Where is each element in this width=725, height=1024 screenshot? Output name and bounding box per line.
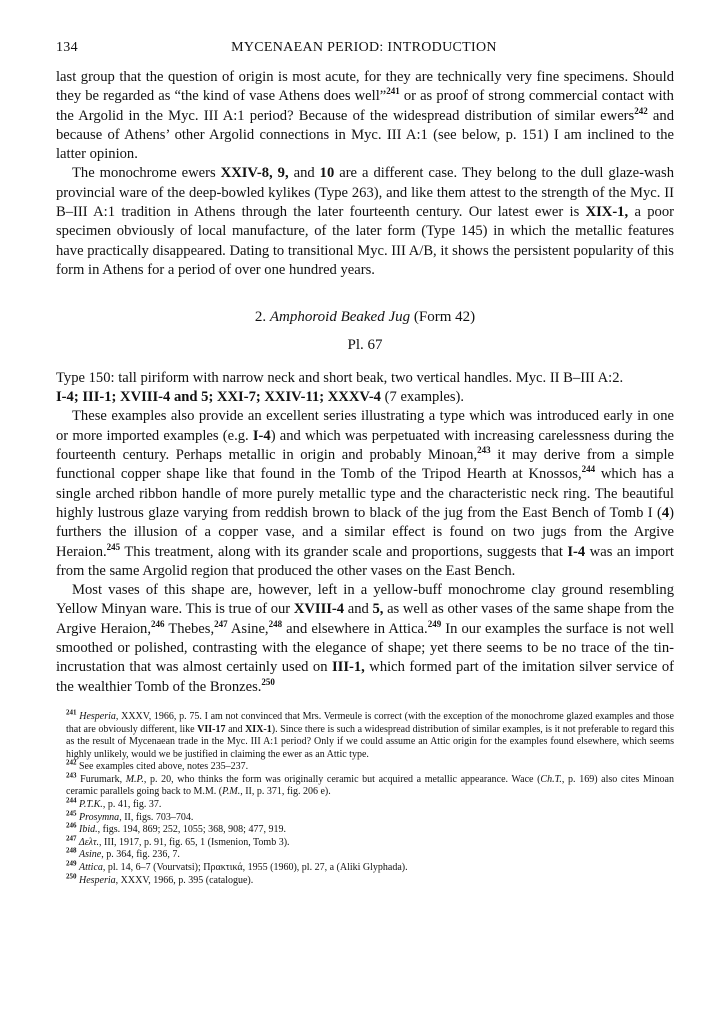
footnotes [56, 708, 674, 887]
footnote: $^{250}$ Hesperia, XXXV, 1966, p. 395 (catalogue). [66, 872, 254, 886]
footnote: $^{248}$ Asine, p. 364, fig. 236, 7. [66, 847, 180, 861]
footnote: $^{244}$ P.T.K., p. 41, fig. 37. [66, 796, 162, 811]
plate-reference: Pl. 67 [347, 336, 383, 353]
paragraph: The monochrome ewers XXIV-8, 9, and 10 are a different case. They belong to the dull glaze-wash provincial ware of the deep-bowled kylikes (Type 263), and like them attest to the strength of the Myc. II B–III A:1 tradition in Athens through the later fourteenth century. Our latest ewer is XIX-1, a poor specimen obviously of local manufacture, of the later form (Type 145) in which the metallic features have practically disappeared. Dating to transitional Myc. III A/B, it shows the persistent popularity of this form in Athens for a period of over one hundred years. [56, 165, 674, 278]
page-number: 134 [56, 40, 78, 55]
footnote: $^{242}$ See examples cited above, notes 235–237. [66, 758, 249, 773]
footnote: $^{247}$ Δελτ., III, 1917, p. 91, fig. 65, 1 (Ismenion, Tomb 3). [66, 834, 290, 848]
footnote: $^{246}$ Ibid., figs. 194, 869; 252, 1055; 368, 908; 477, 919. [66, 821, 286, 836]
footnote: $^{243}$ Furumark, M.P., p. 20, who thinks the form was originally ceramic but acquired a metallic appearance. Wace (Ch.T., p. 169) also cites Minoan ceramic parallels going back to M.M. (P.M., II, p. 371, fig. 206 e). [66, 771, 674, 798]
example-list: I-4; III-1; XVIII-4 and 5; XXI-7; XXIV-11; XXXV-4 (7 examples). [56, 389, 465, 406]
footnote: $^{245}$ Prosymna, II, figs. 703–704. [66, 809, 194, 823]
paragraph: last group that the question of origin is most acute, for they are technically very fine specimens. Should they be regarded as “the kind of vase Athens does well”$^{241}$ or as proof of strong commercial contact with the Argolid in the Myc. III A:1 period? Because of the widespread distribution of similar ewers$^{242}$ and because of Athens’ other Argolid connections in Myc. III A:1 (see below, p. 151) I am inclined to the latter opinion. [56, 69, 674, 163]
type-description: Type 150: tall piriform with narrow neck and short beak, two vertical handles. Myc. II B–III A:2. [56, 369, 624, 386]
footnote: $^{249}$ Attica, pl. 14, 6–7 (Vourvatsi); Πρακτικά, 1955 (1960), pl. 27, a (Aliki Glyphada). [66, 859, 408, 874]
main-text [56, 68, 674, 887]
running-title: MYCENAEAN PERIOD: INTRODUCTION [231, 40, 497, 55]
page [56, 40, 674, 887]
section-heading: 2. Amphoroid Beaked Jug (Form 42) [254, 309, 476, 326]
paragraph: Most vases of this shape are, however, left in a yellow-buff monochrome clay ground resembling Yellow Minyan ware. This is true of our XVIII-4 and 5, as well as other vases of the same shape from the Argive Heraion,$^{246}$ Thebes,$^{247}$ Asine,$^{248}$ and elsewhere in Attica.$^{249}$ In our examples the surface is not well smoothed or polished, contrasting with the elegance of shape; yet there seems to be no trace of the tin-incrustation that was almost certainly used on III-1, which formed part of the imitation silver service of the wealthier Tomb of the Bronzes.$^{250}$ [56, 582, 675, 695]
running-header [56, 40, 674, 56]
footnote: $^{241}$ Hesperia, XXXV, 1966, p. 75. I am not convinced that Mrs. Vermeule is correct (with the exception of the monochrome glazed examples and those that are obviously different, like VII-17 and XIX-1). Since there is such a widespread distribution of similar examples, is it not preferable to regard this as the result of Mycenaean trade in the Myc. III A:1 period? Only if we could assume an Attic origin for the examples found elsewhere, which seems highly unlikely, would we be justified in claiming the ewer as an Attic type. [66, 708, 674, 760]
paragraph: These examples also provide an excellent series illustrating a type which was introduced early in one or more imported examples (e.g. I-4) and which was perpetuated with increasing carelessness during the fourteenth century. Perhaps metallic in origin and probably Minoan,$^{243}$ it may derive from a simple functional copper shape like that found in the Tomb of the Tripod Hearth at Knossos,$^{244}$ which has a single arched ribbon handle of more purely metallic type and the characteristic neck ring. The beautiful highly lustrous glaze varying from reddish brown to black of the jug from the East Bench of Tomb I (4) furthers the illusion of a copper vase, and a similar effect is found on two jugs from the Argive Heraion.$^{245}$ This treatment, along with its grander scale and proportions, suggests that I-4 was an import from the same Argolid region that produced the other vases on the East Bench. [56, 408, 675, 579]
